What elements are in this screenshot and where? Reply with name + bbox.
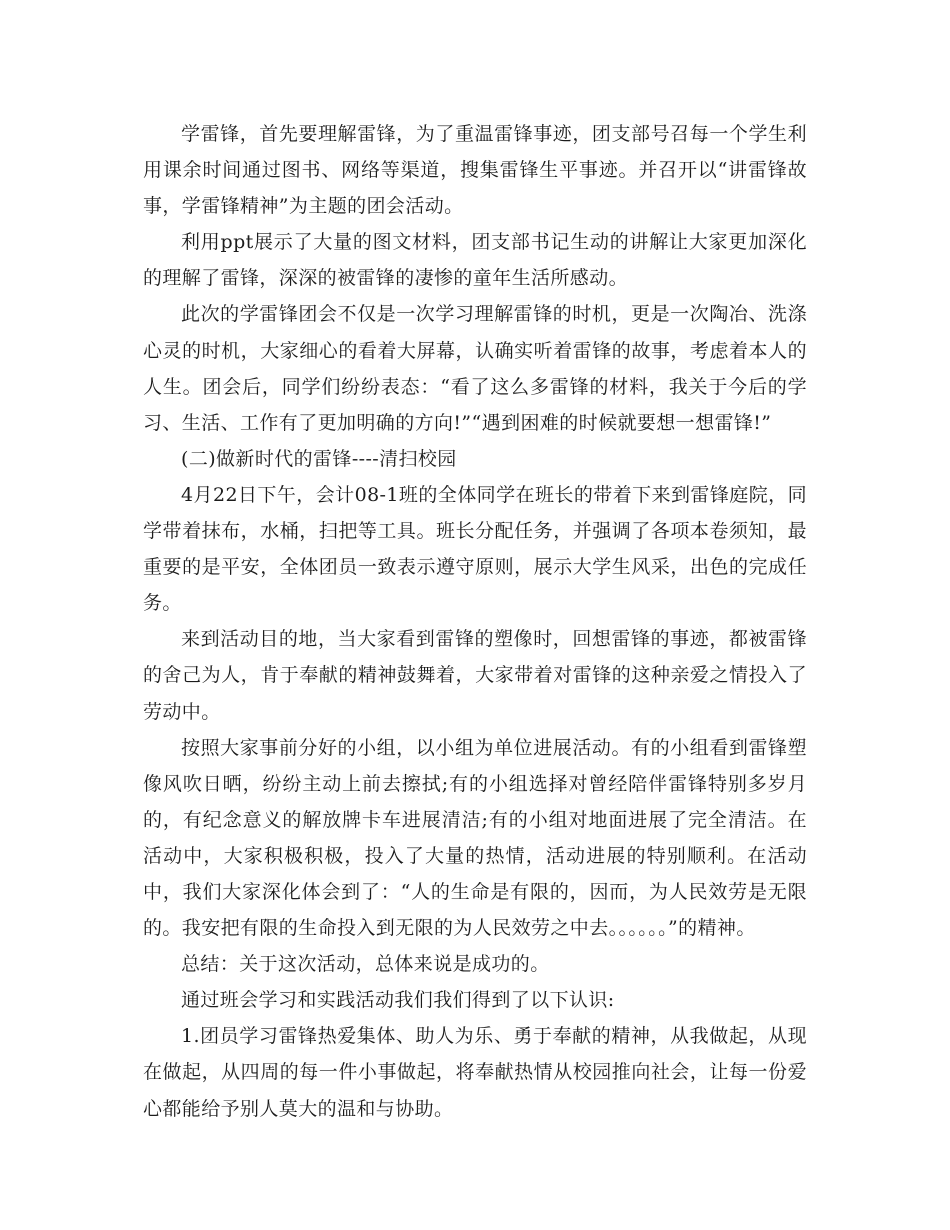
paragraph-4: 4月22日下午，会计08-1班的全体同学在班长的带着下来到雷锋庭院，同学带着抹布，水桶，扫把等工具。班长分配任务，并强调了各项本卷须知，最重要的是平安，全体团员一致表示遵守原则，展示大学生风采，出色的完成任务。 <box>143 483 807 615</box>
section-heading: (二)做新时代的雷锋----清扫校园 <box>181 447 457 470</box>
paragraph-1: 学雷锋，首先要理解雷锋，为了重温雷锋事迹，团支部号召每一个学生利用课余时间通过图书、网络等渠道，搜集雷锋生平事迹。并召开以“讲雷锋故事，学雷锋精神”为主题的团会活动。 <box>143 123 807 218</box>
paragraph-2: 利用ppt展示了大量的图文材料，团支部书记生动的讲解让大家更加深化的理解了雷锋，深深的被雷锋的凄惨的童年生活所感动。 <box>143 231 807 290</box>
paragraph-3: 此次的学雷锋团会不仅是一次学习理解雷锋的时机，更是一次陶冶、洗涤心灵的时机，大家细心的看着大屏幕，认确实听着雷锋的故事，考虑着本人的人生。团会后，同学们纷纷表态：“看了这么多雷锋的材料，我关于今后的学习、生活、工作有了更加明确的方向!”“遇到困难的时候就要想一想雷锋!” <box>143 303 807 434</box>
paragraph-5: 来到活动目的地，当大家看到雷锋的塑像时，回想雷锋的事迹，都被雷锋的舍己为人，肯于奉献的精神鼓舞着，大家带着对雷锋的这种亲爱之情投入了劳动中。 <box>143 628 807 723</box>
paragraph-7: 通过班会学习和实践活动我们我们得到了以下认识: <box>181 989 615 1012</box>
summary-line: 总结：关于这次活动，总体来说是成功的。 <box>181 953 550 976</box>
numbered-item-1: 1.团员学习雷锋热爱集体、助人为乐、勇于奉献的精神，从我做起，从现在做起，从四周的每一件小事做起，将奉献热情从校园推向社会，让每一份爱心都能给予别人莫大的温和与协助。 <box>143 1025 807 1120</box>
document-body <box>143 116 807 1127</box>
paragraph-6: 按照大家事前分好的小组，以小组为单位进展活动。有的小组看到雷锋塑像风吹日晒，纷纷主动上前去擦拭;有的小组选择对曾经陪伴雷锋特别多岁月的，有纪念意义的解放牌卡车进展清洁;有的小组对地面进展了完全清洁。在活动中，大家积极积极，投入了大量的热情，活动进展的特别顺利。在活动中，我们大家深化体会到了：“人的生命是有限的，因而，为人民效劳是无限的。我安把有限的生命投入到无限的为人民效劳之中去。。。。。。”的精神。 <box>143 736 807 940</box>
